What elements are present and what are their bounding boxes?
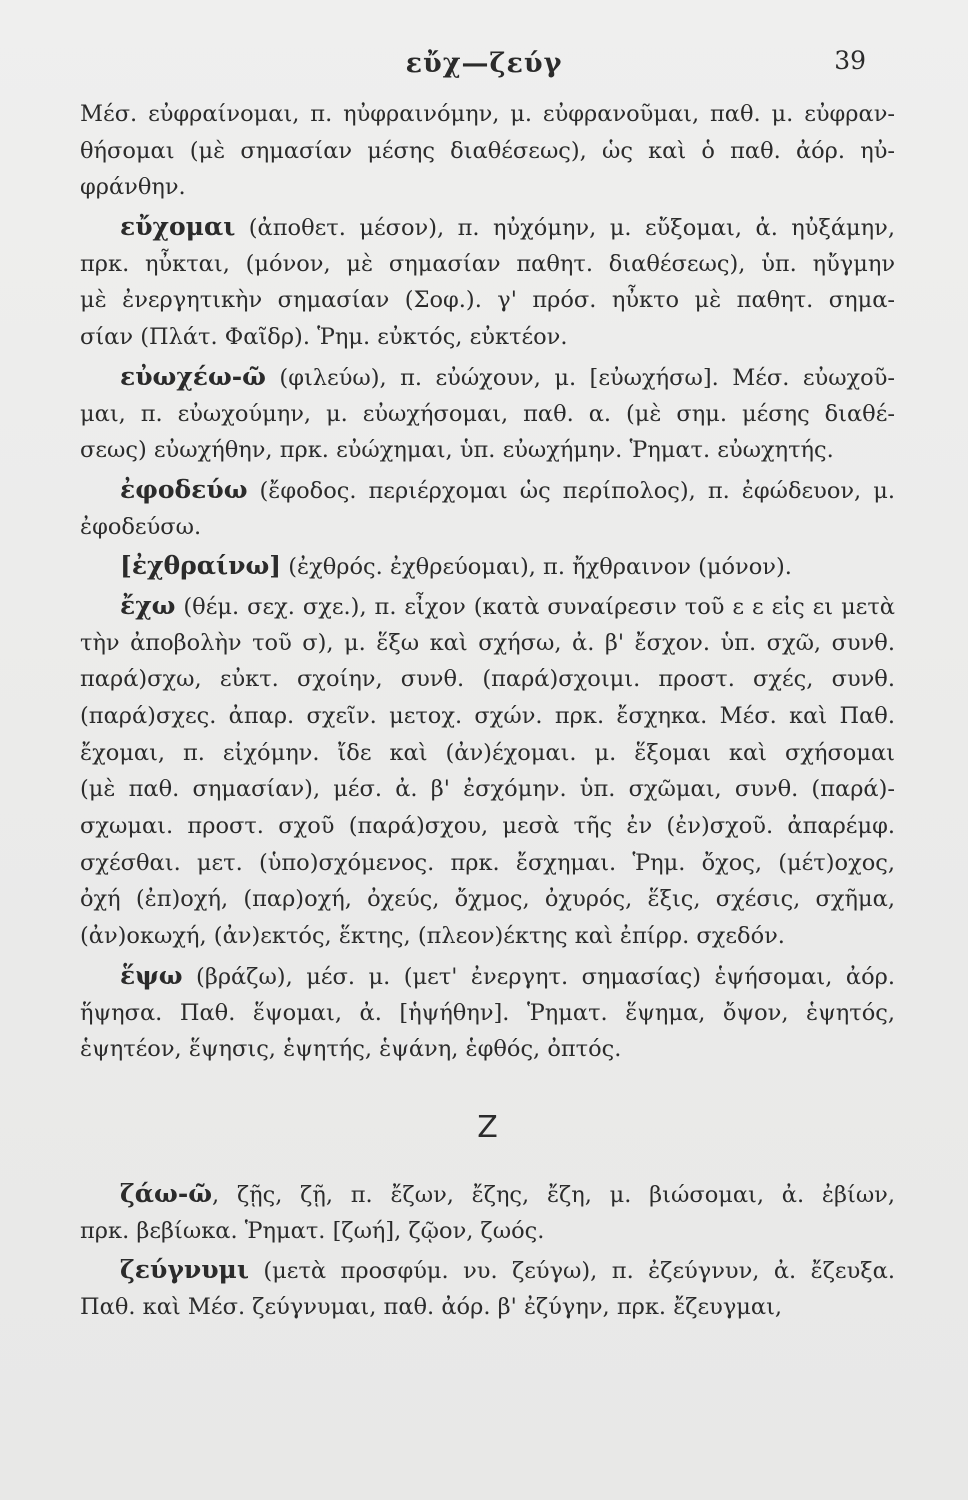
entry-line (80, 845, 895, 882)
entry-lemma: ζάω-ῶ (120, 1178, 213, 1208)
page-body (80, 96, 895, 1329)
entry-lemma: ζεύγνυμι (120, 1255, 249, 1285)
entry-line (80, 881, 895, 918)
entry-line (80, 661, 895, 698)
entry-line (80, 246, 895, 283)
running-head: εὔχ—ζεύγ (405, 48, 563, 79)
entry-line (80, 1213, 895, 1250)
entries-section-z (80, 1176, 895, 1326)
dictionary-entry (80, 209, 895, 356)
dictionary-entry (80, 359, 895, 469)
entry-lemma: [ἐχθραίνω] (120, 551, 282, 581)
entry-text: (θέμ. σεχ. σχε.), π. εἶχον (κατὰ συναίρεσιν τοῦ ε ε εἰς ει μετὰ (175, 593, 895, 620)
entry-line (80, 396, 895, 433)
entry-line (80, 995, 895, 1032)
dictionary-entry (80, 472, 895, 545)
entry-line (80, 319, 895, 356)
entry-line (80, 735, 895, 772)
entry-text: ὀχή (ἐπ)οχή, (παρ)οχή, ὀχεύς, ὄχμος, ὀχυρός, ἕξις, σχέσις, σχῆμα, (80, 886, 895, 913)
entry-line (80, 509, 895, 546)
dictionary-entry (80, 588, 895, 955)
entry-line (80, 771, 895, 808)
entry-line (80, 958, 895, 995)
entry-text: ἔχομαι, π. εἰχόμην. ἴδε καὶ (ἀν)έχομαι. μ. ἕξομαι καὶ σχήσομαι (80, 739, 895, 766)
page-header (0, 44, 968, 84)
dictionary-entry (80, 958, 895, 1068)
entry-lemma: ἕψω (120, 960, 183, 990)
entry-line (80, 133, 895, 170)
entry-text: μὲ ἐνεργητικὴν σημασίαν (Σοφ.). γ' πρόσ. ηὖκτο μὲ παθητ. σημα- (80, 287, 895, 314)
entry-line (80, 282, 895, 319)
dictionary-entry (80, 1252, 895, 1325)
entry-lemma: εὔχομαι (120, 212, 236, 242)
entries-section-e (80, 96, 895, 1068)
entry-text: (ἔφοδος. περιέρχομαι ὡς περίπολος), π. ἐφώδευον, μ. (247, 477, 895, 504)
entry-text: (παρά)σχες. ἀπαρ. σχεῖν. μετοχ. σχών. πρκ. ἔσχηκα. Μέσ. καὶ Παθ. (80, 703, 895, 729)
entry-line (80, 1289, 895, 1326)
entry-text: πρκ. βεβίωκα. Ῥηματ. [ζωή], ζῷον, ζωός. (80, 1217, 545, 1244)
entry-text: τὴν ἀποβολὴν τοῦ σ), μ. ἕξω καὶ σχήσω, ἀ. β' ἔσχον. ὑπ. σχῶ, συνθ. (80, 629, 895, 656)
dictionary-entry (80, 1176, 895, 1249)
entry-text: παρά)σχω, εὐκτ. σχοίην, συνθ. (παρά)σχοιμι. προστ. σχές, συνθ. (80, 666, 895, 693)
entry-text: σχέσθαι. μετ. (ὑπο)σχόμενος. πρκ. ἔσχημαι. Ῥημ. ὄχος, (μέτ)οχος, (80, 849, 895, 876)
entry-line (80, 625, 895, 662)
entry-line (80, 1252, 895, 1289)
entry-text: ἥψησα. Παθ. ἕψομαι, ἀ. [ἡψήθην]. Ῥηματ. ἕψημα, ὄψον, ἑψητός, (80, 999, 895, 1026)
entry-text: σχωμαι. προστ. σχοῦ (παρά)σχου, μεσὰ τῆς ἐν (ἐν)σχοῦ. ἀπαρέμφ. (80, 813, 895, 840)
entry-line (80, 169, 895, 206)
entry-line (80, 548, 895, 585)
entry-text: ἑψητέον, ἕψησις, ἑψητής, ἑψάνη, ἑφθός, ὀπτός. (80, 1036, 622, 1063)
dictionary-entry (80, 96, 895, 206)
entry-line (80, 1176, 895, 1213)
page-number: 39 (834, 46, 866, 75)
entry-line (80, 808, 895, 845)
entry-lemma: ἐφοδεύω (120, 474, 248, 504)
entry-text: (φιλεύω), π. εὐώχουν, μ. [εὐωχήσω]. Μέσ. εὐωχοῦ- (265, 364, 895, 391)
entry-text: ἐφοδεύσω. (80, 513, 202, 540)
entry-text: σεως) εὐωχήθην, πρκ. εὐώχημαι, ὑπ. εὐωχήμην. Ῥηματ. εὐωχητής. (80, 437, 834, 464)
entry-text: , ζῇς, ζῇ, π. ἔζων, ἔζης, ἔζη, μ. βιώσομαι, ἀ. ἐβίων, (212, 1181, 895, 1208)
entry-text: πρκ. ηὖκται, (μόνον, μὲ σημασίαν παθητ. διαθέσεως), ὑπ. ηὔγμην (80, 250, 895, 277)
entry-line (80, 918, 895, 955)
entry-text: θήσομαι (μὲ σημασίαν μέσης διαθέσεως), ὡς καὶ ὁ παθ. ἀόρ. ηὐ- (80, 137, 895, 164)
entry-line (80, 698, 895, 735)
entry-text: (μὲ παθ. σημασίαν), μέσ. ἀ. β' ἐσχόμην. ὑπ. σχῶμαι, συνθ. (παρά)- (80, 776, 895, 803)
entry-text: (ἀποθετ. μέσον), π. ηὐχόμην, μ. εὔξομαι, ἀ. ηὐξάμην, (235, 215, 895, 242)
entry-text: μαι, π. εὐωχούμην, μ. εὐωχήσομαι, παθ. α. (μὲ σημ. μέσης διαθέ- (80, 400, 895, 427)
entry-line (80, 209, 895, 246)
entry-line (80, 588, 895, 625)
entry-line (80, 359, 895, 396)
entry-lemma: εὐωχέω-ῶ (120, 361, 266, 391)
entry-line (80, 432, 895, 469)
section-letter-heading: Ζ (477, 1109, 498, 1145)
entry-text: (ἐχθρός. ἐχθρεύομαι), π. ἤχθραινον (μόνον). (281, 554, 792, 581)
entry-text: Μέσ. εὐφραίνομαι, π. ηὐφραινόμην, μ. εὐφρανοῦμαι, παθ. μ. εὐφραν- (80, 101, 895, 127)
entry-line (80, 472, 895, 509)
entry-text: (μετὰ προσφύμ. νυ. ζεύγω), π. ἐζεύγνυν, ἀ. ἔζευξα. (248, 1258, 895, 1285)
entry-line (80, 1031, 895, 1068)
entry-text: (ἀν)οκωχή, (ἀν)εκτός, ἕκτης, (πλεον)έκτης καὶ ἐπίρρ. σχεδόν. (80, 923, 785, 950)
entry-text: Παθ. καὶ Μέσ. ζεύγνυμαι, παθ. ἀόρ. β' ἐζύγην, πρκ. ἔζευγμαι, (80, 1293, 783, 1320)
entry-text: (βράζω), μέσ. μ. (μετ' ἐνεργητ. σημασίας) ἑψήσομαι, ἀόρ. (182, 963, 895, 990)
entry-text: σίαν (Πλάτ. Φαῖδρ). Ῥημ. εὐκτός, εὐκτέον. (80, 324, 568, 351)
entry-lemma: ἔχω (120, 590, 176, 620)
dictionary-entry (80, 548, 895, 585)
entry-text: φράνθην. (80, 174, 186, 201)
entry-line (80, 96, 895, 133)
